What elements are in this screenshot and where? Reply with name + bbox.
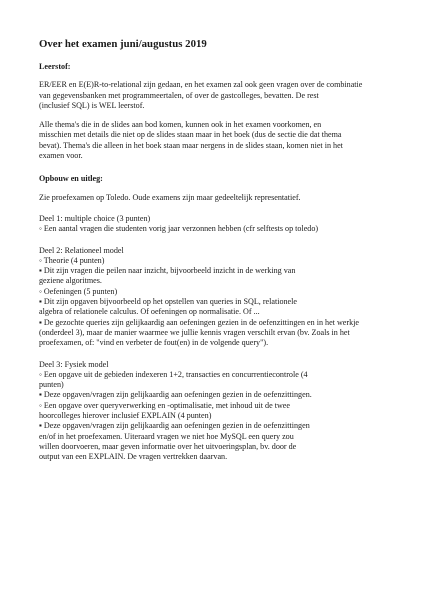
text-line: examen voor. bbox=[39, 151, 83, 161]
text-line: ▪ Deze opgaven/vragen zijn gelijkaardig aan oefeningen gezien in de oefenzittingen. bbox=[39, 390, 312, 400]
text-line: punten) bbox=[39, 380, 64, 390]
text-line: ◦ Een opgave uit de gebieden indexeren 1+2, transacties en concurrentiecontrole (4 bbox=[39, 369, 308, 379]
text-line: Zie proefexamen op Toledo. Oude examens zijn maar gedeeltelijk representatief. bbox=[39, 192, 301, 202]
text-line: willen doorvoeren, maar geven informatie over het uitvoeringsplan, bv. door de bbox=[39, 441, 297, 451]
text-line: Deel 3: Fysiek model bbox=[39, 359, 109, 369]
deel-1-section bbox=[39, 214, 391, 235]
text-line: bevat). Thema's die alleen in het boek staan maar nergens in de slides staan, komen niet in het bbox=[39, 140, 343, 150]
text-line: hoorcolleges hierover inclusief EXPLAIN (4 punten) bbox=[39, 411, 212, 421]
text-line: ◦ Theorie (4 punten) bbox=[39, 255, 105, 265]
document-title: Over het examen juni/augustus 2019 bbox=[39, 38, 207, 50]
text-line: ▪ Deze opgaven/vragen zijn gelijkaardig aan oefeningen gezien in de oefenzittingen bbox=[39, 421, 310, 431]
text-line: ▪ Dit zijn vragen die peilen naar inzicht, bijvoorbeeld inzicht in de werking van bbox=[39, 266, 296, 276]
text-line: algebra of relationele calculus. Of oefeningen op normalisatie. Of ... bbox=[39, 307, 260, 317]
deel-3-section bbox=[39, 360, 391, 463]
text-line: Deel 2: Relationeel model bbox=[39, 245, 124, 255]
leerstof-heading: Leerstof: bbox=[39, 62, 71, 71]
opbouw-heading: Opbouw en uitleg: bbox=[39, 174, 103, 184]
text-line: Deel 1: multiple choice (3 punten) bbox=[39, 213, 151, 223]
text-line: proefexamen, of: "vind en verbeter de fout(en) in de volgende query"). bbox=[39, 338, 269, 348]
document-page bbox=[39, 38, 391, 472]
text-line: (inclusief SQL) is WEL leerstof. bbox=[39, 100, 145, 110]
text-line: Alle thema's die in de slides aan bod komen, kunnen ook in het examen voorkomen, en bbox=[39, 120, 322, 130]
text-line: en/of in het proefexamen. Uiteraard vragen we niet hoe MySQL een query zou bbox=[39, 431, 294, 441]
text-line: ER/EER en E(E)R-to-relational zijn gedaan, en het examen zal ook geen vragen over de combinatie bbox=[39, 80, 363, 90]
text-line: ◦ Oefeningen (5 punten) bbox=[39, 286, 118, 296]
text-line: geziene algoritmes. bbox=[39, 276, 102, 286]
text-line: ▪ De gezochte queries zijn gelijkaardig aan oefeningen gezien in de oefenzittingen en in het werkje bbox=[39, 317, 359, 327]
text-line: ◦ Een opgave over queryverwerking en -optimalisatie, met inhoud uit de twee bbox=[39, 400, 290, 410]
text-line: van gegevensbanken met programmeertalen, of over de gastcolleges, bevatten. De rest bbox=[39, 90, 319, 100]
leerstof-paragraph-2 bbox=[39, 120, 391, 161]
leerstof-paragraph-1 bbox=[39, 80, 391, 111]
deel-2-section bbox=[39, 246, 391, 349]
text-line: ◦ Een aantal vragen die studenten vorig jaar verzonnen hebben (cfr selftests op toledo) bbox=[39, 224, 319, 234]
opbouw-intro bbox=[39, 193, 391, 203]
text-line: output van een EXPLAIN. De vragen vertrekken daarvan. bbox=[39, 452, 228, 462]
text-line: misschien met details die niet op de slides staan maar in het boek (dus de sectie die dat thema bbox=[39, 130, 342, 140]
text-line: (onderdeel 3), maar de manier waarmee we jullie kennis vragen verschilt ervan (bv. Zoals in het bbox=[39, 327, 350, 337]
text-line: ▪ Dit zijn opgaven bijvoorbeeld op het opstellen van queries in SQL, relationele bbox=[39, 297, 297, 307]
